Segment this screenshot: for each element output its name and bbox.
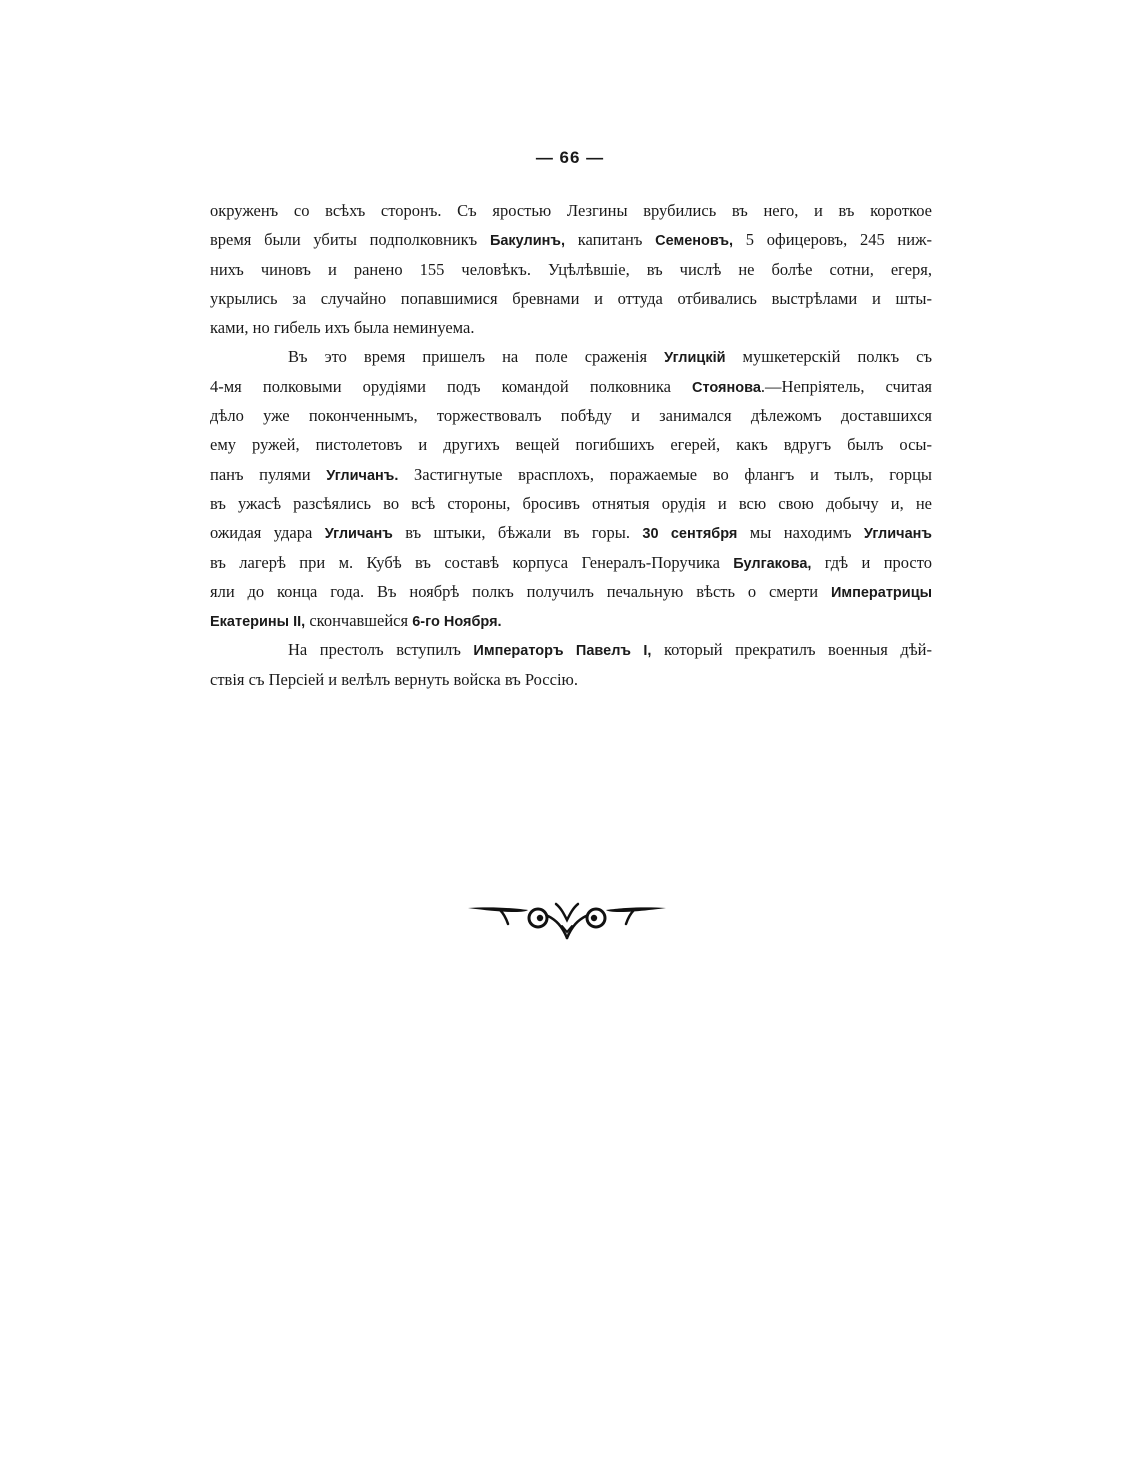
text-segment: мы находимъ — [737, 523, 864, 543]
text-segment: окруженъ со всѣхъ сторонъ. Съ яростью Лезгины врубились въ него, и въ короткое — [210, 201, 932, 220]
text-line — [210, 430, 932, 459]
text-segment: 5 офицеровъ, 245 ниж- — [733, 230, 932, 250]
text-segment: .—Непріятель, считая — [760, 376, 932, 396]
text-segment: ствія съ Персіей и велѣлъ вернуть войска въ Россію. — [210, 669, 578, 689]
text-line — [210, 460, 932, 489]
bold-term: 6-го Ноября. — [412, 614, 502, 631]
text-segment: панъ пулями — [210, 464, 327, 484]
text-line — [210, 255, 932, 284]
text-segment: время были убиты подполковникъ — [210, 230, 490, 250]
text-segment: въ штыки, бѣжали въ горы. — [392, 523, 643, 543]
text-line — [210, 372, 932, 401]
bold-term: 30 сентября — [642, 526, 738, 543]
text-segment: ожидая удара — [210, 523, 325, 543]
text-segment: яли до конца года. Въ ноябрѣ полкъ получилъ печальную вѣсть о смерти — [210, 581, 831, 601]
text-line — [210, 577, 932, 606]
bold-term: Императрицы — [830, 584, 932, 601]
bold-term: Семеновъ, — [655, 233, 734, 250]
bold-term: Угличанъ. — [326, 467, 399, 484]
text-segment: въ лагерѣ при м. Кубѣ въ составѣ корпуса Генералъ-Поручика — [210, 552, 734, 572]
text-line — [210, 313, 932, 342]
text-segment: На престолъ вступилъ — [288, 640, 474, 660]
text-line — [210, 225, 932, 254]
text-segment: скончавшейся — [305, 611, 413, 631]
text-line — [210, 401, 932, 430]
text-segment: нихъ чиновъ и ранено 155 человѣкъ. Уцѣлѣвшіе, въ числѣ не болѣе сотни, егеря, — [210, 259, 932, 279]
text-line — [210, 284, 932, 313]
bold-term: Угличанъ — [324, 526, 393, 543]
text-segment: гдѣ и просто — [811, 552, 932, 572]
text-segment: ками, но гибель ихъ была неминуема. — [210, 318, 475, 338]
bold-term: Стоянова — [692, 379, 761, 396]
bold-term: Бакулинъ, — [489, 233, 566, 250]
bold-term: Императоръ Павелъ I, — [473, 643, 652, 660]
text-segment: 4-мя полковыми орудіями подъ командой полковника — [210, 376, 692, 396]
text-segment: мушкетерскій полкъ съ — [725, 347, 932, 367]
text-line — [210, 489, 932, 518]
text-line — [210, 665, 932, 694]
text-segment: Застигнутые врасплохъ, поражаемые во флангъ и тылъ, горцы — [398, 464, 933, 484]
text-line — [210, 196, 932, 225]
text-segment: въ ужасѣ разсѣялись во всѣ стороны, бросивъ отнятыя орудія и всю свою добычу и, не — [210, 493, 932, 513]
tailpiece-flourish-icon — [466, 896, 668, 942]
text-line — [210, 548, 932, 577]
text-segment: Въ это время пришелъ на поле сраженія — [288, 347, 665, 367]
text-line — [210, 342, 932, 371]
text-line — [210, 606, 932, 635]
bold-term: Угличанъ — [863, 526, 932, 543]
bold-term: Булгакова, — [733, 555, 812, 572]
text-segment: укрылись за случайно попавшимися бревнами и оттуда отбивались выстрѣлами и шты- — [210, 288, 932, 308]
text-segment: ему ружей, пистолетовъ и другихъ вещей погибшихъ егерей, какъ вдругъ былъ осы- — [210, 435, 932, 455]
body-text — [210, 196, 932, 694]
text-segment: капитанъ — [565, 230, 656, 250]
text-segment: который прекратилъ военныя дѣй- — [651, 640, 932, 660]
bold-term: Екатерины II, — [210, 614, 306, 631]
bold-term: Углицкій — [664, 350, 726, 367]
page-number: — 66 — — [535, 148, 605, 167]
text-line — [210, 518, 932, 547]
text-segment: дѣло уже поконченнымъ, торжествовалъ побѣду и занимался дѣлежомъ доставшихся — [210, 406, 932, 426]
text-line — [210, 635, 932, 664]
